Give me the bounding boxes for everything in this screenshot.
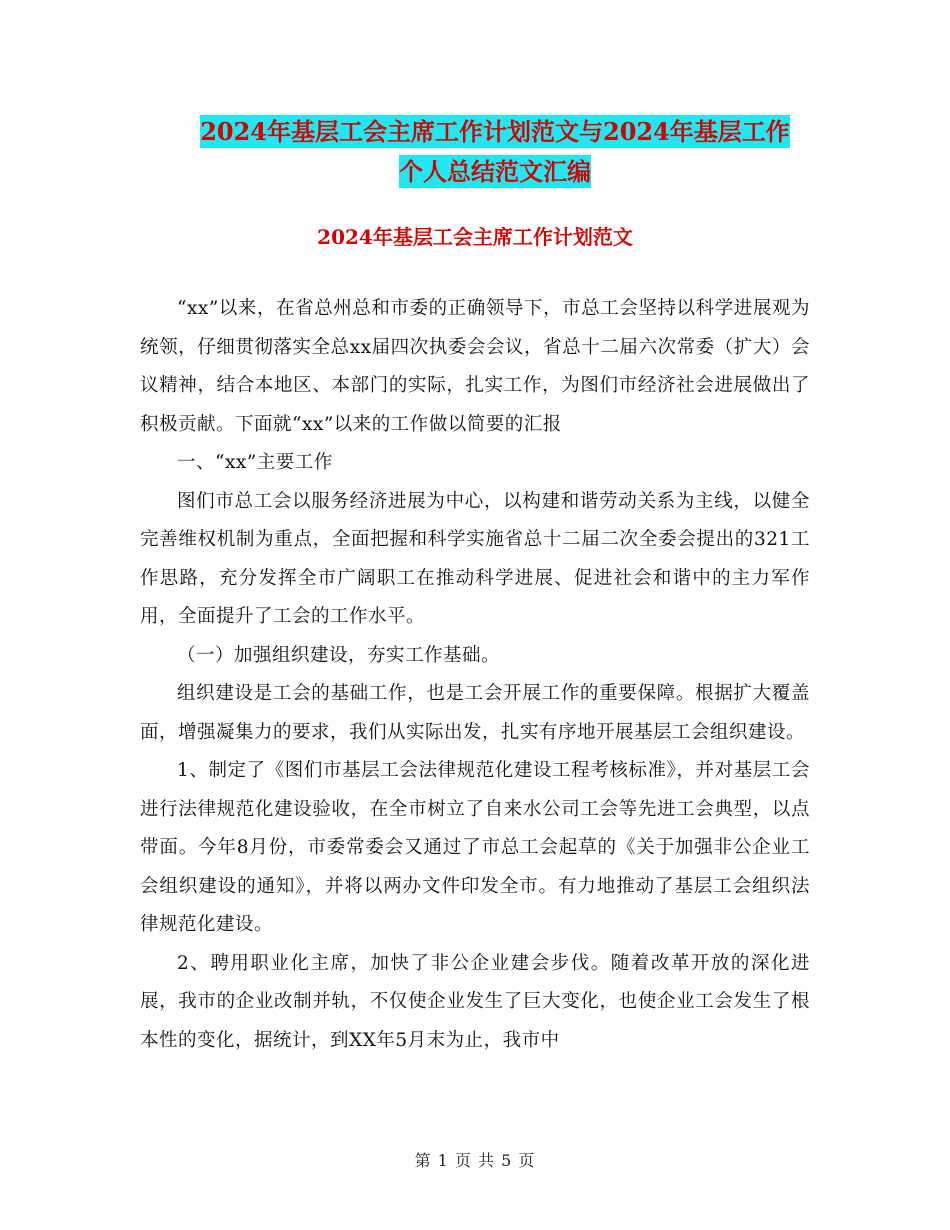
paragraph: 2、聘用职业化主席，加快了非公企业建会步伐。随着改革开放的深化进展，我市的企业改制并轨，不仅使企业发生了巨大变化，也使企业工会发生了根本性的变化，据统计，到XX年5月末为止，我市中 [140, 952, 810, 1051]
document-title [140, 112, 850, 192]
paragraph: 1、制定了《图们市基层工会法律规范化建设工程考核标准》，并对基层工会进行法律规范化建设验收，在全市树立了自来水公司工会等先进工会典型，以点带面。今年8月份，市委常委会又通过了市总工会起草的《关于加强非公企业工会组织建设的通知》，并将以两办文件印发全市。有力地推动了基层工会组织法律规范化建设。 [140, 760, 810, 935]
paragraph: 图们市总工会以服务经济进展为中心，以构建和谐劳动关系为主线，以健全完善维权机制为重点，全面把握和科学实施省总十二届二次全委会提出的321工作思路，充分发挥全市广阔职工在推动科学进展、促进社会和谐中的主力军作用，全面提升了工会的工作水平。 [140, 490, 810, 627]
paragraph: 组织建设是工会的基础工作，也是工会开展工作的重要保障。根据扩大覆盖面，增强凝集力的要求，我们从实际出发，扎实有序地开展基层工会组织建设。 [140, 683, 810, 743]
paragraph: 一、“xx”主要工作 [177, 452, 333, 473]
page-footer: 第 1 页 共 5 页 [414, 1151, 536, 1170]
document-title-line-2: 个人总结范文汇编 [399, 157, 591, 186]
section-title: 2024年基层工会主席工作计划范文 [317, 225, 633, 249]
paragraph: （一）加强组织建设，夯实工作基础。 [177, 644, 501, 666]
paragraph: “xx”以来，在省总州总和市委的正确领导下，市总工会坚持以科学进展观为统领，仔细贯彻落实全总xx届四次执委会会议，省总十二届六次常委（扩大）会议精神，结合本地区、本部门的实际，扎实工作，为图们市经济社会进展做出了积极贡献。下面就“xx”以来的工作做以简要的汇报 [140, 298, 810, 435]
document-body [140, 290, 810, 1060]
document-title-line-1: 2024年基层工会主席工作计划范文与2024年基层工作 [200, 117, 790, 146]
